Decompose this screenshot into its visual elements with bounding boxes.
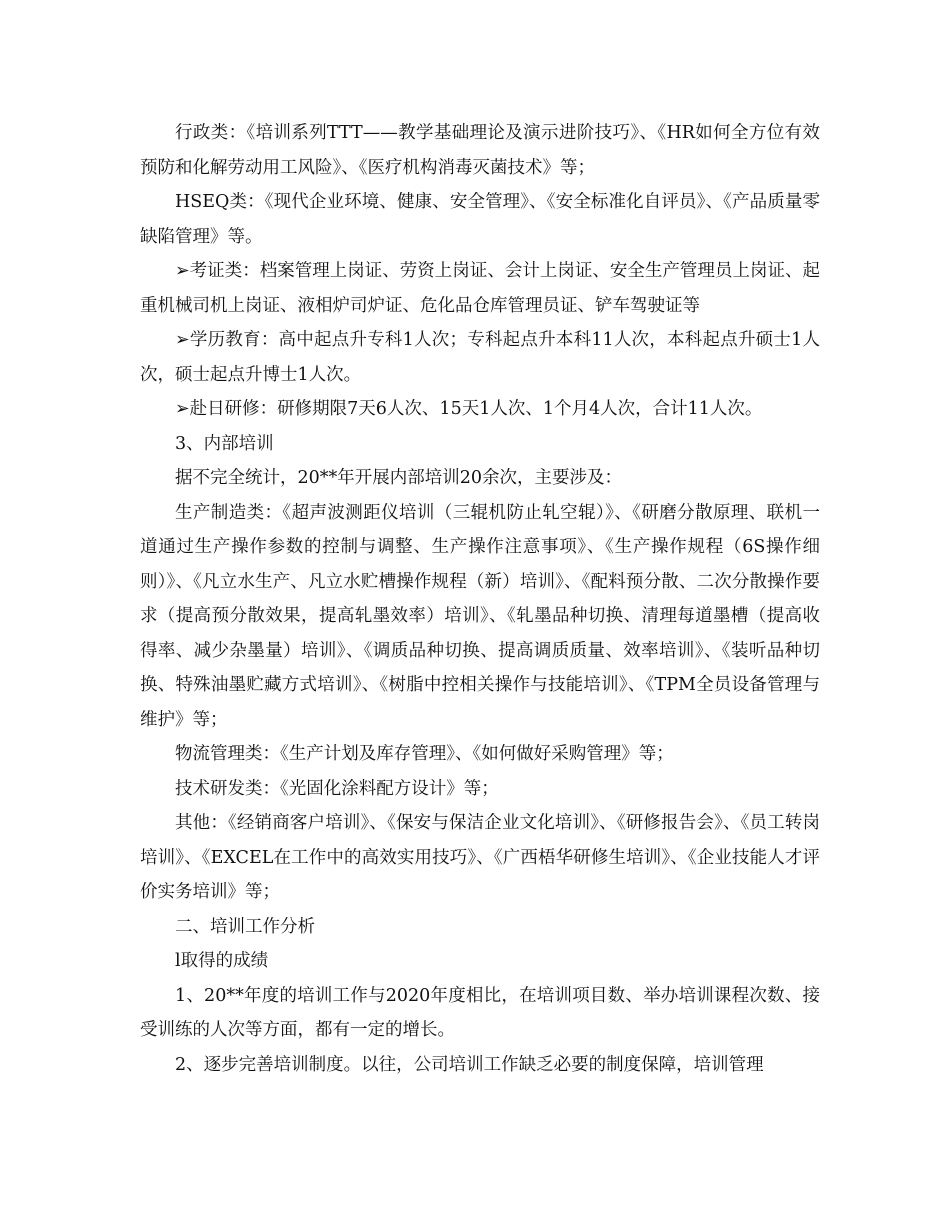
paragraph-hseq-courses: HSEQ类：《现代企业环境、健康、安全管理》、《安全标准化自评员》、《产品质量零缺陷管理》等。 <box>140 192 820 247</box>
paragraph-logistics-courses: 物流管理类：《生产计划及库存管理》、《如何做好采购管理》等； <box>175 744 674 764</box>
paragraph-internal-summary: 据不完全统计，20**年开展内部培训20余次，主要涉及： <box>175 468 623 488</box>
heading-achievements: l取得的成绩 <box>175 951 269 971</box>
heading-internal-training: 3、内部培训 <box>175 433 274 454</box>
paragraph-certificates: ➢考证类：档案管理上岗证、劳资上岗证、会计上岗证、安全生产管理员上岗证、起重机械司机上岗证、液相炉司炉证、危化品仓库管理员证、铲车驾驶证等 <box>140 261 820 316</box>
heading-training-analysis: 二、培训工作分析 <box>175 916 315 937</box>
paragraph-production-courses: 生产制造类：《超声波测距仪培训（三辊机防止轧空辊）》、《研磨分散原理、联机一道通过生产操作参数的控制与调整、生产操作注意事项》、《生产操作规程（6S操作细则）》、《凡立水生产、凡立水贮槽操作规程（新）培训》、《配料预分散、二次分散操作要求（提高预分散效果，提高轧墨效率）培训》、《轧墨品种切换、清理每道墨槽（提高收得率、减少杂墨量）培训》、《调质品种切换、提高调质质量、效率培训》、《装听品种切换、特殊油墨贮藏方式培训》、《树脂中控相关操作与技能培训》、《TPM全员设备管理与维护》等； <box>140 502 820 730</box>
paragraph-academic-education: ➢学历教育：高中起点升专科1人次；专科起点升本科11人次，本科起点升硕士1人次，硕士起点升博士1人次。 <box>140 330 820 385</box>
paragraph-japan-study: ➢赴日研修：研修期限7天6人次、15天1人次、1个月4人次，合计11人次。 <box>175 399 763 419</box>
paragraph-other-courses: 其他：《经销商客户培训》、《保安与保洁企业文化培训》、《研修报告会》、《员工转岗培训》、《EXCEL在工作中的高效实用技巧》、《广西梧华研修生培训》、《企业技能人才评价实务培训》等； <box>140 813 820 902</box>
paragraph-achievement-growth: 1、20**年度的培训工作与2020年度相比，在培训项目数、举办培训课程次数、接受训练的人次等方面，都有一定的增长。 <box>140 985 820 1040</box>
paragraph-rnd-courses: 技术研发类：《光固化涂料配方设计》等； <box>175 778 499 799</box>
paragraph-admin-courses: 行政类：《培训系列TTT——教学基础理论及演示进阶技巧》、《HR如何全方位有效预防和化解劳动用工风险》、《医疗机构消毒灭菌技术》等； <box>140 123 820 178</box>
document-body <box>140 116 820 1082</box>
paragraph-achievement-system: 2、逐步完善培训制度。以往，公司培训工作缺乏必要的制度保障，培训管理 <box>175 1054 764 1075</box>
